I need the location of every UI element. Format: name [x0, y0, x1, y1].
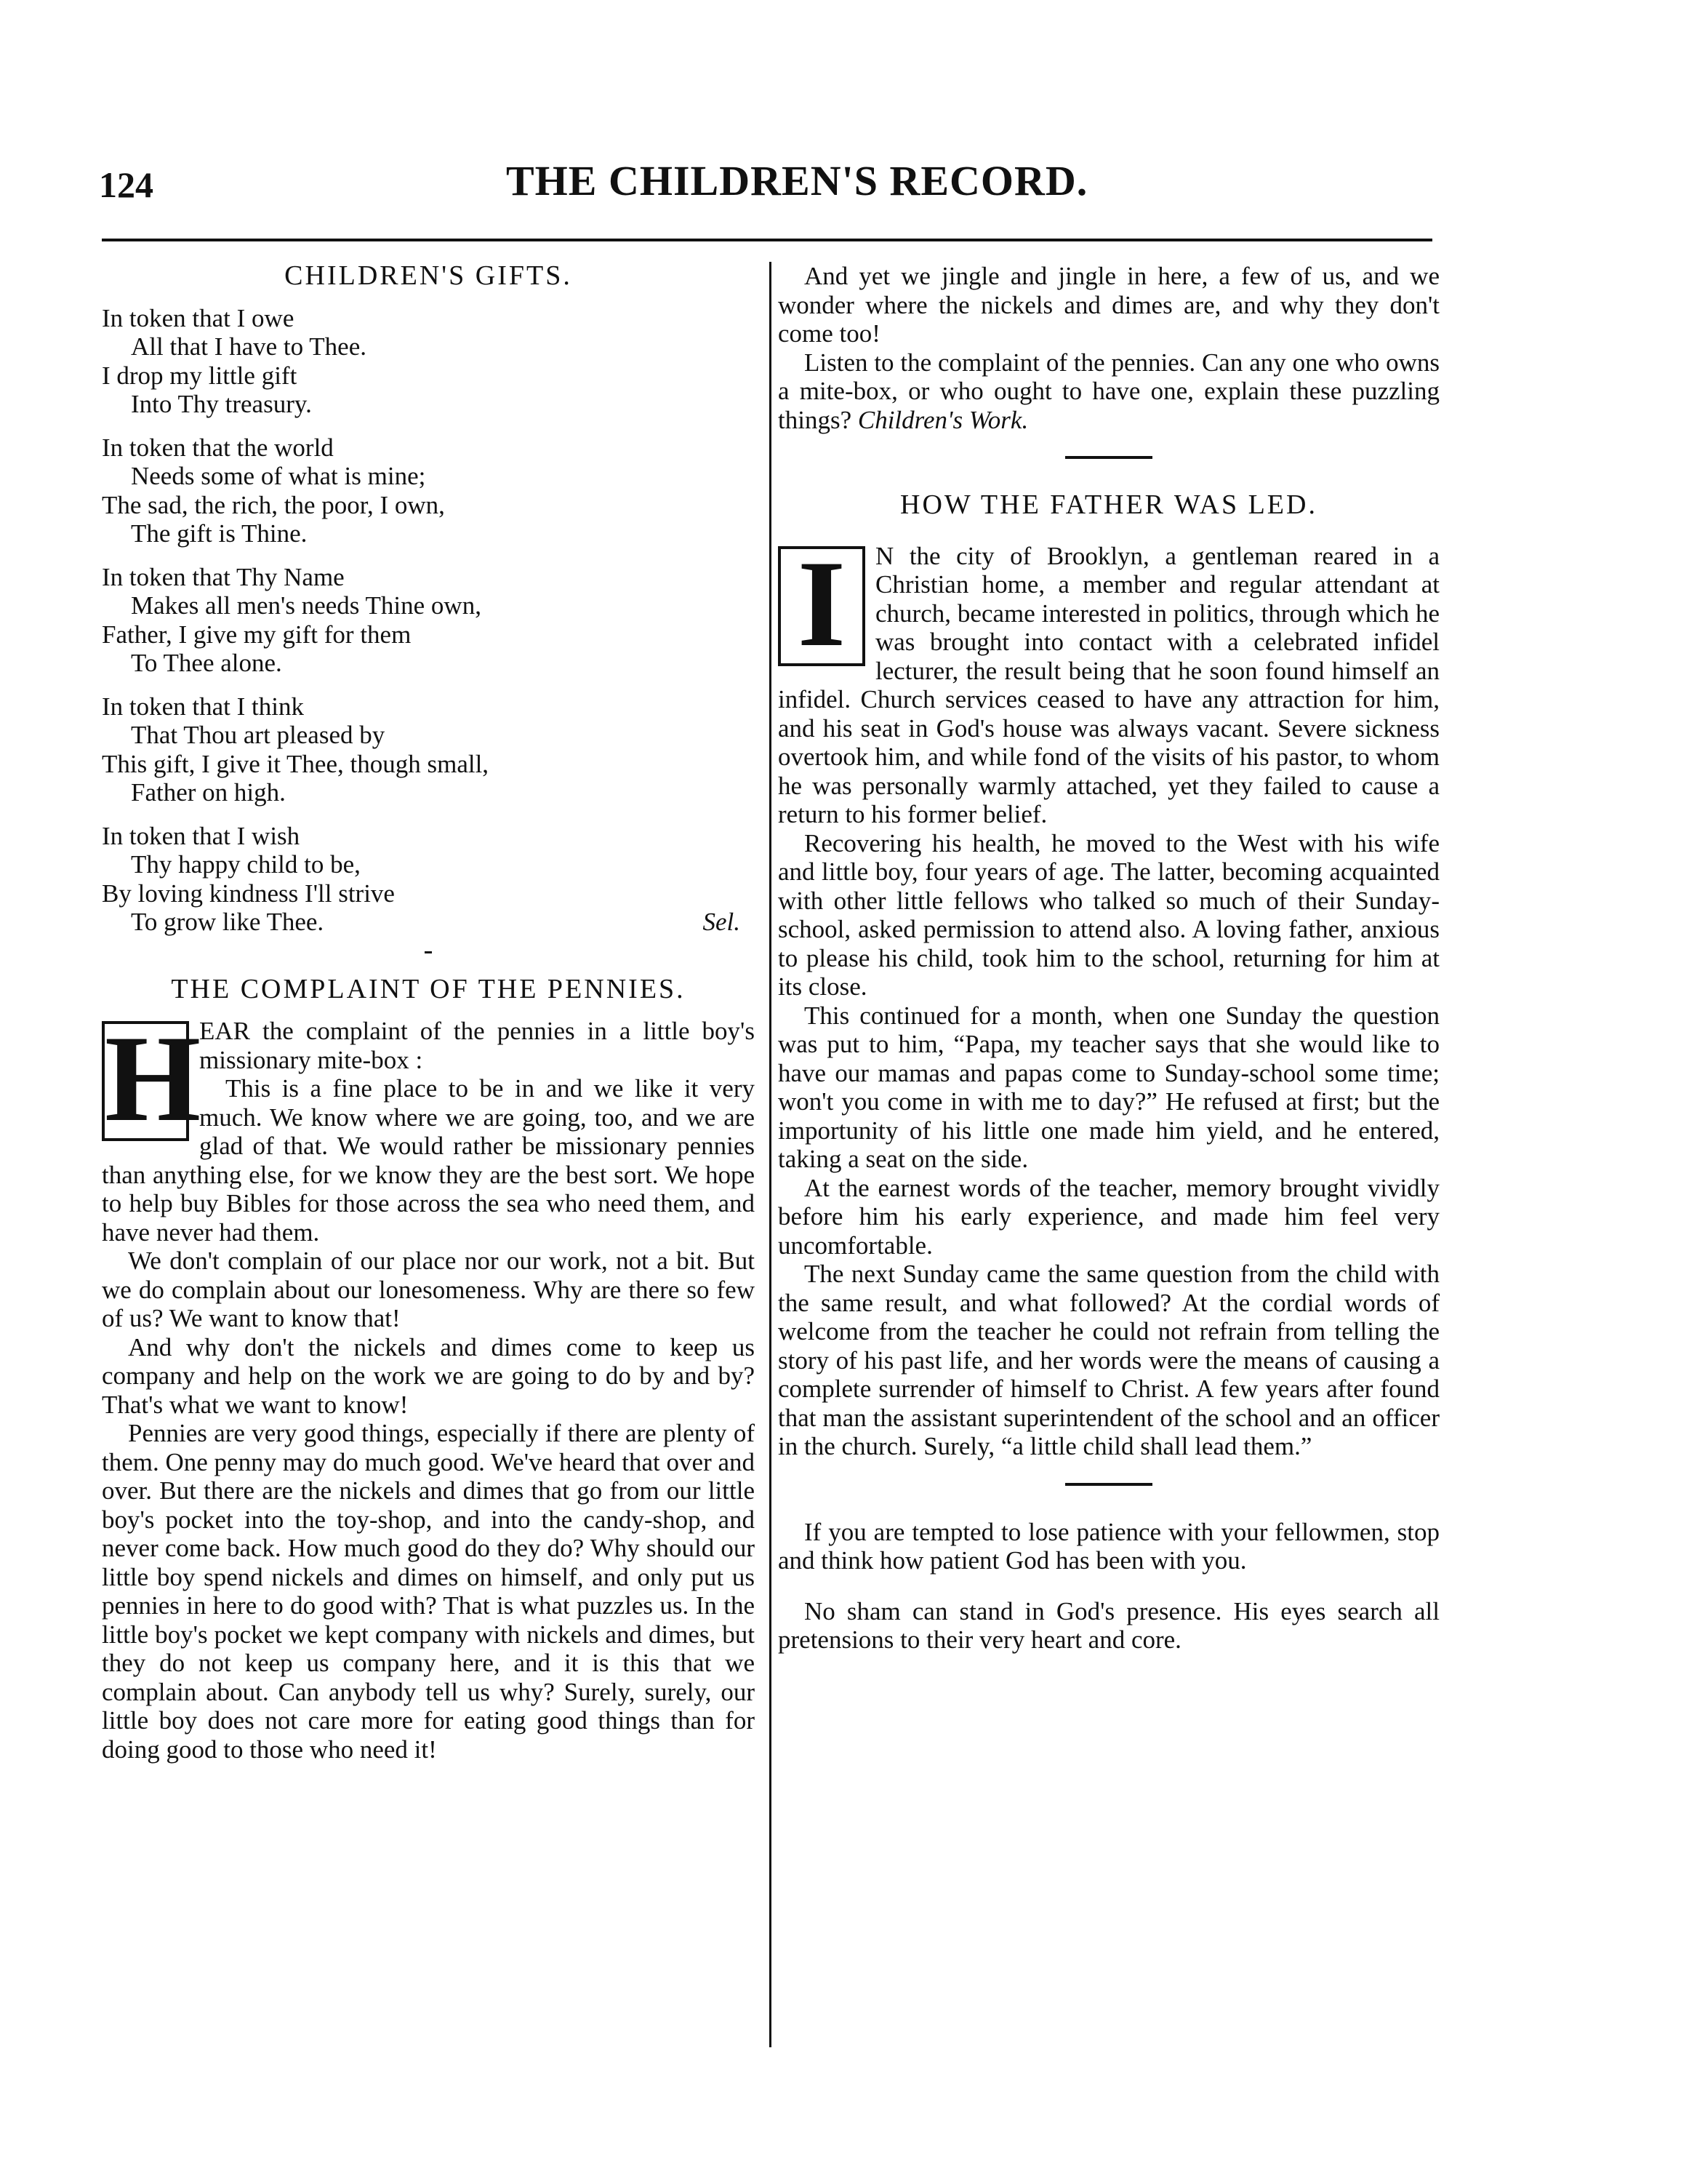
father-intro: N the city of Brooklyn, a gentleman reared in a Christian home, a member and regular attendant at church, became interested in politics, through which he was brought into contact with a celebrated infidel lecturer, the result being that he soon found himself an infidel. Church services ceased to have any attraction for him, and his seat in God's house was always vacant. Severe sickness overtook him, and while fond of the visits of his pastor, to whom he was personally warmly attached, yet they failed to cause a return to his former belief. [778, 541, 1440, 828]
poem-line: In token that I wish [102, 821, 300, 850]
pennies-title: THE COMPLAINT OF THE PENNIES. [171, 973, 686, 1004]
pennies-source: Children's Work. [857, 405, 1029, 434]
stanza [102, 822, 755, 937]
left-column [102, 262, 755, 1764]
pennies-closing-text: Listen to the complaint of the pennies. Can any one who owns a mite-box, or who ought to have one, explain these puzzling things? [778, 348, 1440, 434]
poem-line: The sad, the rich, the poor, I own, [102, 490, 445, 519]
father-paragraph-1 [778, 535, 1440, 829]
section-separator [425, 951, 432, 953]
stanza [102, 304, 755, 419]
pennies-paragraph: Pennies are very good things, especially if there are plenty of them. One penny may do much good. We've heard that over and over. But there are the nickels and dimes that go from our little boy's pocket into the toy-shop, and into the candy-shop, and never come back. How much good do they do? Why should our little boy spend nickels and dimes on himself, and only put us pennies in here to do good with? That is what puzzles us. In the little boy's pocket we kept company with nickels and dimes, but they do not keep us company here, and it is this that we complain about. Can anybody tell us why? Surely, surely, our little boy does not care more for eating good things than for doing good to those who need it! [102, 1419, 755, 1764]
father-paragraph: The next Sunday came the same question from the child with the same result, and what followed? At the cordial words of welcome from the teacher he could not refrain from telling the story of his past life, and her words were the means of causing a complete surrender of himself to Christ. A few years after found that man the assistant superintendent of the school and an officer in the church. Surely, “a little child shall lead them.” [778, 1260, 1440, 1460]
poem-line: In token that the world [102, 433, 334, 462]
pennies-intro: EAR the complaint of the pennies in a little boy's missionary mite-box : [199, 1017, 755, 1074]
column-divider [769, 262, 771, 2047]
page-header [99, 156, 1437, 229]
dropcap-h: H [102, 1021, 189, 1141]
poem-line: To grow like Thee. [131, 908, 324, 936]
note-patience: If you are tempted to lose patience with your fellowmen, stop and think how patient God has been with you. [778, 1517, 1440, 1575]
father-paragraph: Recovering his health, he moved to the West with his wife and little boy, four years of age. The latter, becoming acquainted with other little fellows who talked so much of their Sunday-school, asked permission to attend also. A loving father, anxious to please his child, took him to the school, returning for him at its close. [778, 828, 1440, 1001]
poem-line: All that I have to Thee. [131, 332, 366, 361]
father-paragraph: This continued for a month, when one Sunday the question was put to him, “Papa, my teacher says that she would like to have our mamas and papas come to Sunday-school some time; won't you come in with me to day?” He refused at first; but the importunity of his little one made him yield, and he entered, taking a seat on the side. [778, 1001, 1440, 1173]
dropcap-i: I [778, 546, 865, 666]
poem-line: Father, I give my gift for them [102, 620, 412, 649]
poem-line: In token that Thy Name [102, 562, 345, 591]
note-sham: No sham can stand in God's presence. His eyes search all pretensions to their very heart and core. [778, 1596, 1440, 1654]
stanza [102, 692, 755, 807]
father-paragraph: At the earnest words of the teacher, memory brought vividly before him his early experience, and made him feel very uncomfortable. [778, 1173, 1440, 1260]
pennies-paragraph-1 [102, 1010, 755, 1147]
poem-line: Father on high. [131, 778, 286, 807]
poem-line: I drop my little gift [102, 361, 297, 390]
stanza [102, 433, 755, 548]
section-separator [1065, 456, 1152, 459]
stanza [102, 563, 755, 678]
poem-line: Makes all men's needs Thine own, [131, 591, 481, 620]
poem-line: Thy happy child to be, [131, 850, 361, 879]
page-number: 124 [99, 164, 153, 205]
poem-line: To Thee alone. [131, 649, 282, 677]
pennies-paragraph: And yet we jingle and jingle in here, a few of us, and we wonder where the nickels and dimes are, and why they don't come too! [778, 262, 1440, 348]
father-title: HOW THE FATHER WAS LED. [900, 489, 1317, 520]
poem-line: Needs some of what is mine; [131, 462, 426, 490]
section-separator [1065, 1483, 1152, 1486]
poem-line: That Thou art pleased by [131, 721, 385, 749]
pennies-paragraph: And why don't the nickels and dimes come to keep us company and help on the work we are going to do by and by? That's what we want to know! [102, 1332, 755, 1419]
poem-line: This gift, I give it Thee, though small, [102, 749, 489, 778]
poem-line: In token that I think [102, 692, 305, 721]
pennies-paragraph [778, 348, 1440, 435]
poem-line: The gift is Thine. [131, 519, 308, 548]
gifts-poem [102, 304, 755, 937]
poem-line: In token that I owe [102, 303, 294, 332]
pennies-paragraph: We don't complain of our place nor our work, not a bit. But we do complain about our lonesomeness. Why are there so few of us? We want to know that! [102, 1247, 755, 1332]
poem-line: By loving kindness I'll strive [102, 879, 395, 908]
right-column [778, 262, 1440, 1655]
poem-source: Sel. [702, 907, 740, 936]
header-rule [102, 239, 1432, 241]
pennies-paragraph: This is a fine place to be in and we like it very much. We know where we are going, too, and we are glad of that. We would rather be missionary pennies than anything else, for we know they are the best sort. We hope to help buy Bibles for those across the sea who need them, and have never had them. [102, 1074, 755, 1247]
gifts-title: CHILDREN'S GIFTS. [284, 260, 572, 291]
poem-line: Into Thy treasury. [131, 390, 312, 418]
running-title: THE CHILDREN'S RECORD. [506, 157, 1088, 204]
